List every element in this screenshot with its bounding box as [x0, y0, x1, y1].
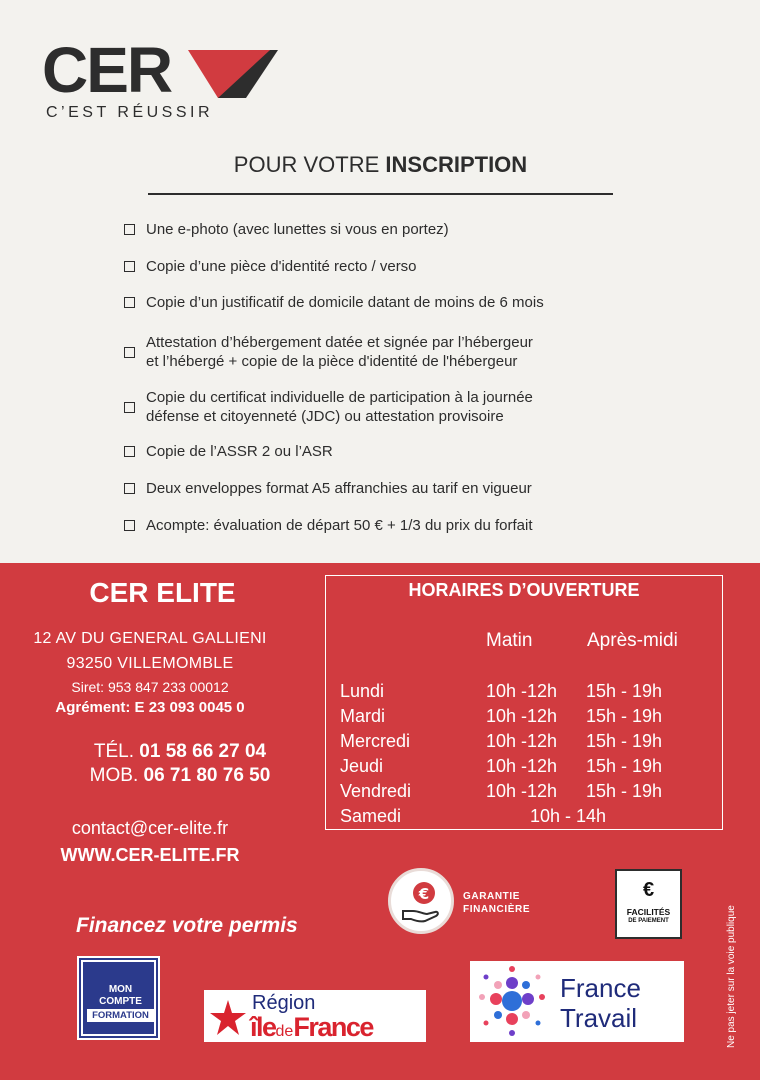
checklist-item: [124, 388, 533, 426]
checklist-item-text: [146, 257, 417, 276]
siret-number: Siret: 953 847 233 00012: [71, 679, 229, 695]
checklist-item: [124, 516, 533, 535]
financial-guarantee-badge: [388, 868, 588, 938]
hours-row: [340, 681, 710, 706]
euro-hand-icon: [391, 871, 451, 931]
checklist-item: [124, 442, 333, 461]
region-star-icon: [208, 998, 248, 1038]
heading-bold: INSCRIPTION: [385, 152, 528, 177]
checklist-item-text: [146, 516, 533, 535]
mon-compte-formation-logo: [77, 956, 160, 1040]
hours-row: [340, 706, 710, 731]
mcf-line-3: FORMATION: [92, 1010, 149, 1021]
checklist-item: [124, 220, 449, 239]
hours-afternoon: 15h - 19h: [586, 681, 663, 701]
checklist-item-line: Attestation d’hébergement datée et signée par l’hébergeur: [146, 334, 533, 351]
checklist-item-text: [146, 220, 449, 239]
checklist-item-line: Copie du certificat individuelle de participation à la journée: [146, 389, 533, 406]
cer-logo: [42, 34, 282, 128]
agrement-number: Agrément: E 23 093 0045 0: [55, 699, 245, 716]
hours-day: Mardi: [340, 706, 386, 726]
guarantee-line-2: FINANCIÈRE: [463, 904, 531, 915]
checklist-item-line: Copie de l’ASSR 2 ou l’ASR: [146, 443, 333, 460]
checklist-item-line: Acompte: évaluation de départ 50 € + 1/3 du prix du forfait: [146, 517, 533, 534]
hours-day: Samedi: [340, 806, 402, 826]
hours-day: Jeudi: [340, 756, 384, 776]
svg-text:€: €: [418, 885, 430, 903]
checkbox-icon: [124, 483, 135, 494]
hours-afternoon: 15h - 19h: [586, 731, 663, 751]
euro-icon: €: [642, 879, 655, 901]
checkbox-icon: [124, 520, 135, 531]
telephone: [60, 741, 300, 763]
hours-afternoon: 15h - 19h: [586, 706, 663, 726]
hours-morning: 10h -12h: [486, 706, 558, 726]
checkbox-icon: [124, 446, 135, 457]
mob-value: 06 71 80 76 50: [143, 765, 271, 786]
checkbox-icon: [124, 347, 135, 358]
checklist-item-line: Copie d’une pièce d'identité recto / verso: [146, 258, 417, 275]
checklist-item-text: [146, 388, 533, 426]
heading-divider: [148, 193, 613, 195]
hours-morning: 10h -12h: [486, 756, 558, 776]
hours-all-day: 10h - 14h: [530, 806, 607, 826]
checklist-item-line: Deux enveloppes format A5 affranchies au tarif en vigueur: [146, 480, 532, 497]
website-url: WWW.CER-ELITE.FR: [60, 845, 240, 865]
hours-afternoon: 15h - 19h: [586, 781, 663, 801]
checklist-item-line: et l’hébergé + copie de la pièce d'identité de l'hébergeur: [146, 353, 518, 370]
france-travail-line-2: Travail: [560, 1003, 638, 1033]
ile-de-france-label: [250, 1012, 373, 1043]
address-line-1: 12 AV DU GENERAL GALLIENI: [33, 630, 267, 647]
checklist-item: [124, 333, 533, 371]
side-note: Ne pas jeter sur la voie publique: [726, 905, 737, 1048]
region-label: Région: [252, 992, 316, 1014]
mcf-line-1: MON: [108, 984, 133, 995]
hours-morning: 10h -12h: [486, 731, 558, 751]
hours-day: Lundi: [340, 681, 385, 701]
afternoon-column-header: Après-midi: [587, 630, 678, 651]
checklist-item-line: Copie d’un justificatif de domicile datant de moins de 6 mois: [146, 294, 544, 311]
guarantee-line-1: GARANTIE: [463, 891, 521, 902]
hours-morning: 10h -12h: [486, 781, 558, 801]
mob-label: MOB.: [89, 765, 139, 786]
checklist-item-line: Une e-photo (avec lunettes si vous en portez): [146, 221, 449, 238]
checklist-item: [124, 257, 417, 276]
hours-morning: 10h -12h: [486, 681, 558, 701]
guarantee-label: [463, 890, 530, 916]
region-ile-de-france-logo: [204, 990, 426, 1042]
hours-day: Mercredi: [340, 731, 411, 751]
tel-value: 01 58 66 27 04: [139, 741, 267, 762]
logo-tagline: C’EST RÉUSSIR: [46, 104, 214, 121]
checkbox-icon: [124, 261, 135, 272]
checklist-item: [124, 479, 532, 498]
mcf-line-2: COMPTE: [99, 996, 142, 1007]
hours-row: [340, 731, 710, 756]
hours-row: [340, 756, 710, 781]
logo-wing-icon: [188, 46, 278, 98]
region-ile: île: [250, 1012, 276, 1042]
checklist-item-line: défense et citoyenneté (JDC) ou attestation provisoire: [146, 408, 504, 425]
heading-prefix: POUR VOTRE: [233, 152, 380, 177]
checklist-item-text: [146, 442, 333, 461]
opening-hours-title: HORAIRES D’OUVERTURE: [408, 580, 640, 600]
payment-facilities-badge: [615, 869, 682, 939]
checkbox-icon: [124, 402, 135, 413]
guarantee-circle: [388, 868, 454, 934]
hours-row: [340, 806, 710, 831]
france-travail-line-1: France: [560, 973, 641, 1003]
facilities-line-1: FACILITÉS: [626, 907, 671, 917]
inscription-heading: [148, 152, 613, 178]
hours-day: Vendredi: [340, 781, 412, 801]
financing-heading: Financez votre permis: [76, 914, 298, 937]
mcf-logo-panel: [81, 960, 156, 1036]
france-travail-dots-icon: [472, 963, 556, 1039]
region-de: de: [275, 1023, 294, 1040]
checkbox-icon: [124, 224, 135, 235]
checklist-item: [124, 293, 544, 312]
hours-afternoon: 15h - 19h: [586, 756, 663, 776]
checkbox-icon: [124, 297, 135, 308]
checklist-item-text: [146, 479, 532, 498]
agency-name: CER ELITE: [89, 577, 236, 608]
morning-column-header: Matin: [486, 630, 533, 651]
region-france: France: [293, 1012, 373, 1042]
email-address: contact@cer-elite.fr: [71, 818, 229, 838]
address-line-2: 93250 VILLEMOMBLE: [66, 655, 234, 672]
logo-word: CER: [42, 34, 172, 106]
checklist-item-text: [146, 293, 544, 312]
facilities-line-2: DE PAIEMENT: [628, 918, 669, 924]
mobile: [60, 765, 300, 787]
tel-label: TÉL.: [93, 741, 135, 762]
checklist-item-text: [146, 333, 533, 371]
hours-row: [340, 781, 710, 806]
france-travail-logo: [470, 961, 684, 1042]
